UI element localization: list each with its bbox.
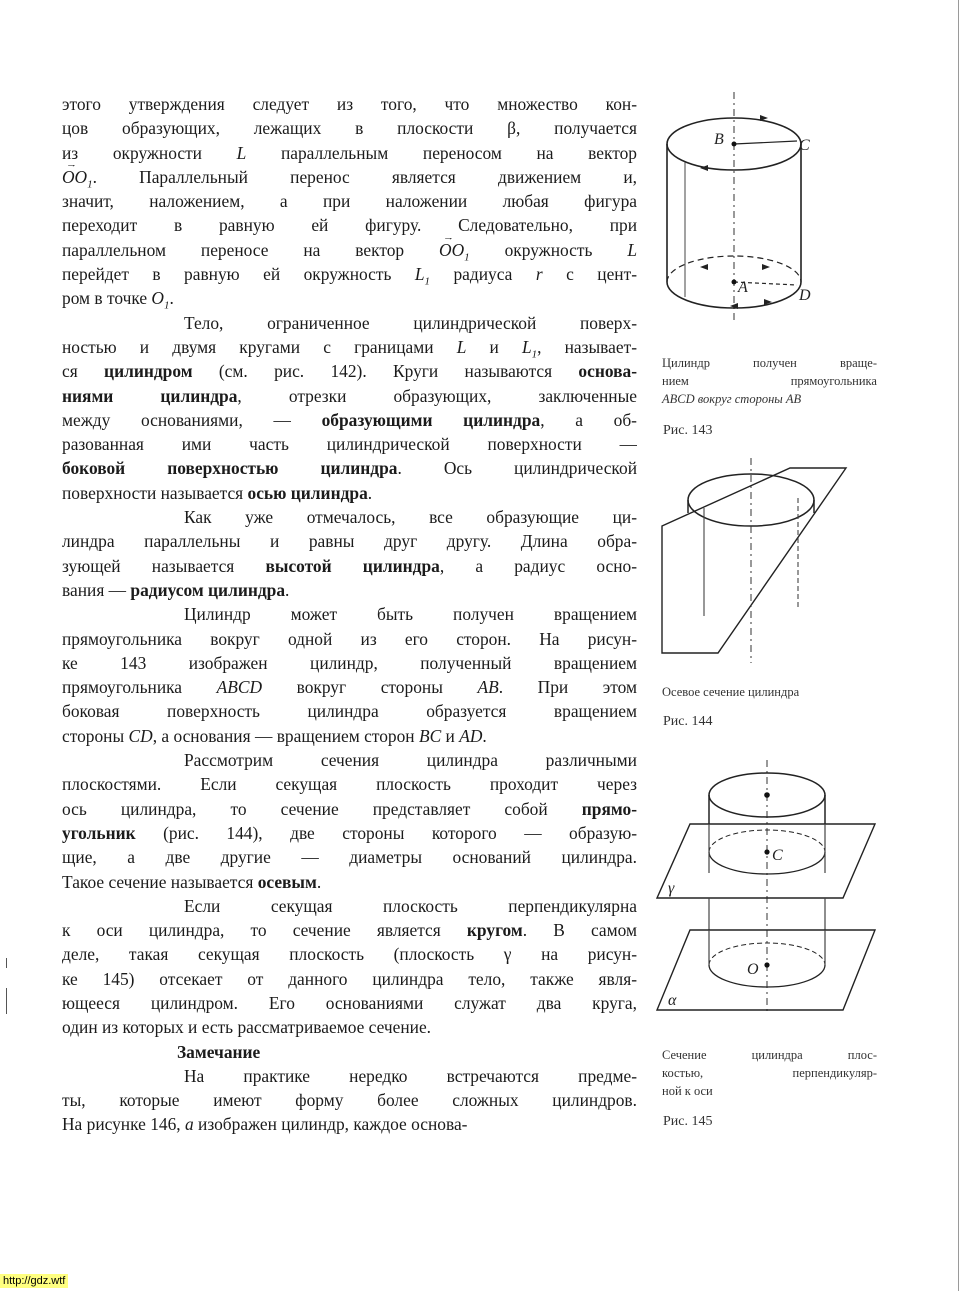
point-o (764, 962, 769, 967)
text-run: плоскостями. Если секущая плоскость проходит через (62, 774, 637, 795)
site-link[interactable]: http://gdz.wtf (0, 1274, 68, 1288)
term-bold: осевым (257, 871, 317, 892)
text-run: и (466, 336, 522, 357)
text-line (62, 432, 637, 456)
vector-symbol: → OO (62, 165, 87, 189)
plane-alpha (657, 930, 875, 1010)
caption-line: Сечение цилиндра плос- (662, 1048, 877, 1062)
term-bold: угольник (62, 822, 136, 843)
text-run: , отрезки образующих, заключенные (237, 385, 637, 406)
text-line (62, 578, 637, 602)
text-run: , а основания — вращением сторон (152, 725, 419, 746)
text-line (62, 1088, 637, 1112)
text-line (62, 967, 637, 991)
text-run: стороны (62, 725, 129, 746)
text-line (62, 213, 637, 237)
text-line (62, 748, 637, 772)
plane-gamma (657, 824, 875, 898)
point-a (732, 280, 737, 285)
text-run: зующей называется (62, 555, 266, 576)
text-line (62, 359, 637, 383)
text-run: один из которых и есть рассматриваемое сечение. (62, 1017, 432, 1038)
math-letter: CD (128, 725, 153, 746)
math-letter: L (236, 142, 247, 163)
text-line (62, 481, 637, 505)
text-run: линдра параллельны и равны друг другу. Длина обра- (62, 531, 637, 552)
section-heading: Замечание (177, 1041, 261, 1062)
term-bold: осью цилиндра (247, 482, 368, 503)
text-run: цов образующих, лежащих в плоскости β, получается (62, 118, 637, 139)
text-run: радиуса (430, 264, 536, 285)
text-line (62, 116, 637, 140)
text-line (62, 92, 637, 116)
math-letter: а (184, 1114, 194, 1135)
math-letter: L (521, 336, 532, 357)
text-run: прямоугольника вокруг одной из его сторон. На рисун- (62, 628, 637, 649)
text-run: На практике нередко встречаются предме- (184, 1065, 637, 1086)
cylinder-rotation-diagram (660, 92, 835, 347)
figure-144-caption (662, 683, 877, 701)
caption-line: Цилиндр получен враще- (662, 356, 877, 370)
arrow-icon (700, 264, 708, 270)
caption-line: Осевое сечение цилиндра (662, 685, 800, 699)
math-symbol (627, 240, 637, 260)
figure-144 (660, 458, 860, 680)
text-run: . (367, 482, 373, 503)
text-line (62, 335, 637, 359)
term-bold: боковой поверхностью цилиндра (62, 458, 398, 479)
text-run: Такое сечение называется (62, 871, 258, 892)
math-symbol (536, 264, 543, 284)
text-run: ке 145) отсекает от данного цилиндра тело, также явля- (62, 968, 637, 989)
subscript: 1 (87, 178, 93, 190)
text-run: изображен цилиндр, каждое основа- (193, 1114, 468, 1135)
math-symbol (477, 677, 498, 697)
label-b: B (714, 131, 724, 148)
math-symbol (217, 677, 262, 697)
perpendicular-section-diagram (655, 760, 880, 1020)
text-run: разованная ими часть цилиндрической поверхности — (62, 434, 637, 455)
cutting-plane (662, 468, 846, 653)
text-run: На рисунке 146, (62, 1114, 185, 1135)
math-letter: L (456, 336, 467, 357)
margin-mark (6, 988, 7, 1014)
text-run: , а радиус осно- (439, 555, 637, 576)
label-gamma: γ (668, 880, 675, 897)
text-run: Если секущая плоскость перпендикулярна (184, 895, 637, 916)
label-a: A (738, 279, 748, 296)
text-run: этого утверждения следует из того, что множество кон- (62, 94, 637, 114)
math-letter: O (151, 288, 164, 309)
math-letter: ABCD (216, 677, 263, 698)
bottom-base-back (667, 256, 801, 282)
text-line (62, 821, 637, 845)
text-line (62, 165, 637, 189)
subscript: 1 (464, 251, 470, 263)
text-run: и (441, 725, 460, 746)
math-symbol (129, 726, 153, 746)
term-bold: радиусом цилиндра (130, 579, 286, 600)
math-symbol (185, 1114, 194, 1134)
text-run: вания — (62, 579, 131, 600)
vector-symbol: → OO (439, 238, 464, 262)
text-line (62, 675, 637, 699)
text-run: ся (62, 361, 105, 382)
math-letter: AB (477, 677, 499, 698)
math-letter: BC (418, 725, 442, 746)
segment-bc (734, 141, 797, 144)
text-run: из окружности (62, 142, 237, 163)
text-run: боковая поверхность цилиндра образуется вращением (62, 701, 637, 722)
text-line (62, 870, 637, 894)
caption-line: костью, перпендикуляр- (662, 1066, 877, 1080)
term-bold: ниями цилиндра (62, 385, 238, 406)
text-run: окружность (469, 239, 628, 260)
main-text-column (62, 92, 637, 1137)
subscript: 1 (531, 348, 538, 360)
term-bold: цилиндром (104, 361, 193, 382)
figure-145 (655, 760, 880, 1020)
term-bold: основа- (578, 361, 637, 382)
label-alpha: α (668, 992, 677, 1009)
math-symbol (521, 336, 538, 360)
text-line (62, 942, 637, 966)
caption-line: ABCD вокруг стороны AB (662, 392, 802, 406)
text-run: , а об- (540, 409, 637, 430)
point-b (732, 142, 737, 147)
text-line (62, 894, 637, 918)
text-line (62, 845, 637, 869)
text-run: , называет- (537, 336, 637, 357)
text-line (62, 602, 637, 626)
figure-144-number: Рис. 144 (663, 714, 713, 729)
figure-145-number: Рис. 145 (663, 1114, 713, 1129)
text-run: вокруг стороны (262, 677, 478, 698)
caption-line: нием прямоугольника (662, 374, 877, 388)
margin-mark (6, 958, 7, 968)
text-run: Как уже отмечалось, все образующие ци- (184, 507, 637, 528)
text-line (62, 797, 637, 821)
text-run: . (169, 288, 174, 309)
subscript: 1 (163, 299, 170, 311)
math-symbol (151, 288, 170, 311)
figure-143-number: Рис. 143 (663, 423, 713, 438)
text-run: ке 143 изображен цилиндр, полученный вращением (62, 652, 637, 673)
text-run: параллельным переносом на вектор (246, 142, 637, 163)
math-symbol (237, 143, 247, 163)
math-symbol (414, 264, 431, 287)
text-run: . Параллельный перенос является движением и, (92, 166, 637, 187)
text-run: ющееся цилиндром. Его основаниями служат два круга, (62, 992, 637, 1013)
text-run: . (316, 871, 322, 892)
math-symbol (459, 726, 482, 746)
text-run: перейдет в равную ей окружность (62, 264, 415, 285)
subscript: 1 (424, 275, 431, 287)
text-run: ностью и двумя кругами с границами (62, 336, 457, 357)
text-line (62, 286, 637, 310)
term-bold: образующими цилиндра (321, 409, 541, 430)
term-bold: прямо- (581, 798, 637, 819)
text-line (62, 238, 637, 262)
text-line (62, 384, 637, 408)
caption-line: ной к оси (662, 1084, 713, 1098)
text-line (62, 1064, 637, 1088)
figure-145-caption (662, 1046, 877, 1100)
label-o: O (747, 961, 759, 978)
text-line (62, 554, 637, 578)
text-run: значит, наложением, а при наложении любая фигура (62, 191, 637, 212)
text-line (62, 456, 637, 480)
text-run: параллельном переносе на вектор (62, 239, 440, 260)
text-run: . В самом (522, 920, 637, 941)
label-c: C (799, 137, 810, 154)
text-run: ты, которые имеют форму более сложных цилиндров. (62, 1090, 637, 1111)
text-line (62, 699, 637, 723)
text-run: щие, а две другие — диаметры оснований цилиндра. (62, 847, 637, 868)
label-c: C (772, 847, 783, 864)
text-line (62, 505, 637, 529)
text-line (62, 189, 637, 213)
text-run: между основаниями, — (62, 409, 322, 430)
text-run: ром в точке (62, 288, 152, 309)
text-run: Рассмотрим сечения цилиндра различными (184, 750, 637, 771)
vector-notation (439, 239, 470, 263)
text-line (62, 724, 637, 748)
text-line (62, 408, 637, 432)
text-run: деле, такая секущая плоскость (плоскость γ на рисун- (62, 944, 637, 965)
math-symbol (457, 337, 467, 357)
text-line (62, 311, 637, 335)
label-d: D (799, 287, 811, 304)
math-letter: r (535, 264, 543, 285)
text-run: (рис. 144), две стороны которого — образую- (135, 822, 637, 843)
math-letter: L (414, 264, 425, 285)
math-letter: AD (459, 725, 483, 746)
text-line (62, 772, 637, 796)
text-run: . (285, 579, 290, 600)
figure-143 (660, 92, 835, 347)
text-line (62, 1015, 637, 1039)
text-run: прямоугольника (62, 677, 217, 698)
term-bold: высотой цилиндра (265, 555, 440, 576)
text-line (62, 651, 637, 675)
text-line (62, 262, 637, 286)
point-c (764, 849, 769, 854)
text-run: переходит в равную ей фигуру. Следовательно, при (62, 215, 637, 236)
point-top-center (764, 792, 770, 798)
text-run: поверхности называется (62, 482, 248, 503)
text-run: Тело, ограниченное цилиндрической поверх- (184, 312, 637, 333)
text-run: Цилиндр может быть получен вращением (184, 604, 637, 625)
math-letter: L (627, 239, 637, 260)
math-symbol (419, 726, 441, 746)
text-run: с цент- (542, 264, 637, 285)
text-line (62, 918, 637, 942)
term-bold: кругом (466, 920, 523, 941)
figure-143-caption (662, 354, 877, 408)
text-run: к оси цилиндра, то сечение является (62, 920, 467, 941)
arrow-icon (700, 165, 708, 171)
text-line (62, 141, 637, 165)
axial-section-diagram (660, 458, 860, 680)
text-run: . При этом (498, 677, 637, 698)
text-run: (см. рис. 142). Круги называются (192, 361, 579, 382)
text-line (62, 991, 637, 1015)
text-line (62, 1112, 637, 1136)
text-run: . Ось цилиндрической (397, 458, 637, 479)
text-run: . (482, 725, 487, 746)
vector-notation (62, 166, 93, 190)
arrow-icon (762, 264, 770, 270)
text-line (62, 529, 637, 553)
text-line (62, 627, 637, 651)
text-run: ось цилиндра, то сечение представляет собой (62, 798, 582, 819)
page-edge-line (958, 0, 959, 1291)
